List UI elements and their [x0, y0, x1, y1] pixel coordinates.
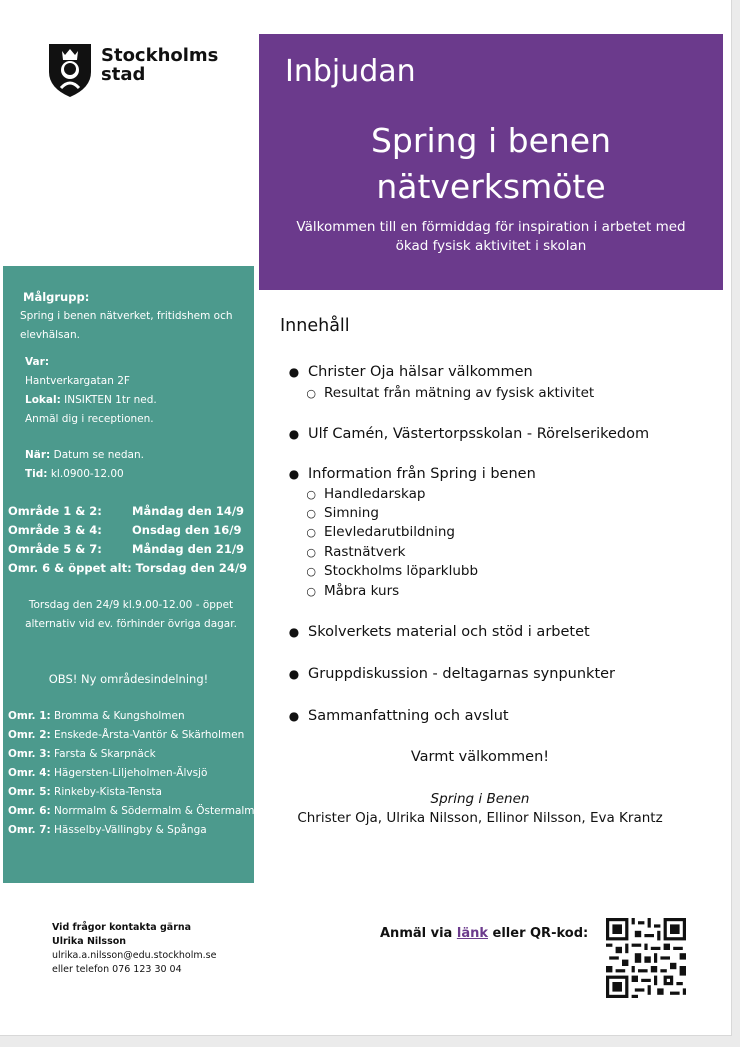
bullet-icon: ● [288, 365, 300, 379]
area-item: Omr. 2: Enskede-Årsta-Vantör & Skärholmen [8, 729, 245, 741]
location-label: Var: [25, 356, 50, 368]
target-group-text: Spring i benen nätverket, fritidshem och elevhälsan. [20, 310, 233, 341]
agenda-subitem: ○ Rastnätverk [280, 544, 405, 560]
city-crest-icon [47, 42, 93, 98]
time-line: Tid: kl.0900-12.00 [25, 468, 124, 480]
qr-code[interactable] [606, 918, 686, 998]
kicker: Inbjudan [285, 54, 416, 89]
event-title [259, 118, 723, 210]
target-group-label: Målgrupp: [23, 290, 90, 304]
area-item: Omr. 6: Norrmalm & Södermalm & Östermalm [8, 805, 255, 817]
circle-bullet-icon: ○ [306, 546, 316, 559]
header-subtitle: Välkommen till en förmiddag för inspiration i arbetet med ökad fysisk aktivitet i skolan [296, 219, 686, 254]
agenda-heading: Innehåll [280, 316, 350, 336]
org-line1: Stockholms [101, 45, 219, 66]
target-group [20, 288, 253, 345]
location-block [25, 353, 157, 429]
area-list [8, 707, 255, 840]
room-line: Lokal: INSIKTEN 1tr ned. [25, 394, 157, 406]
contact-phone: eller telefon 076 123 30 04 [52, 964, 182, 975]
title-line2: nätverksmöte [376, 167, 606, 206]
contact-name: Ulrika Nilsson [52, 936, 127, 947]
bullet-icon: ● [288, 467, 300, 481]
circle-bullet-icon: ○ [306, 565, 316, 578]
area-item: Omr. 7: Hässelby-Vällingby & Spånga [8, 824, 207, 836]
circle-bullet-icon: ○ [306, 585, 316, 598]
area-item: Omr. 4: Hägersten-Liljeholmen-Älvsjö [8, 767, 208, 779]
schedule-row: Område 3 & 4: Onsdag den 16/9 [8, 523, 242, 537]
contact-email[interactable]: ulrika.a.nilsson@edu.stockholm.se [52, 950, 217, 961]
contact-info [52, 921, 216, 977]
title-line1: Spring i benen [370, 121, 612, 160]
schedule-list [8, 502, 247, 578]
agenda-subitem: ○ Elevledarutbildning [280, 524, 455, 540]
schedule-row: Område 5 & 7: Måndag den 21/9 [8, 542, 245, 556]
agenda-item: ● Sammanfattning och avslut [280, 708, 509, 724]
welcome-text: Varmt välkommen! [410, 749, 550, 765]
agenda-subitem: ○ Stockholms löparklubb [280, 563, 478, 579]
bullet-icon: ● [288, 667, 300, 681]
info-sidebar [3, 266, 254, 883]
org-name [101, 46, 218, 84]
circle-bullet-icon: ○ [306, 526, 316, 539]
register-link[interactable]: länk [456, 926, 488, 941]
agenda-subitem: ○ Handledarskap [280, 486, 425, 502]
circle-bullet-icon: ○ [306, 507, 316, 520]
agenda-subitem: ○ Resultat från mätning av fysisk aktivitet [280, 385, 594, 401]
circle-bullet-icon: ○ [306, 488, 316, 501]
schedule-row: Omr. 6 & öppet alt: Torsdag den 24/9 [8, 561, 248, 575]
agenda-item: ● Christer Oja hälsar välkommen [280, 364, 533, 380]
register-line: Anmäl via länk eller QR-kod: [380, 926, 589, 941]
agenda-item: ● Gruppdiskussion - deltagarnas synpunkter [280, 666, 615, 682]
signature-group: Spring i Benen [430, 791, 530, 807]
stockholms-stad-logo [47, 42, 217, 100]
circle-bullet-icon: ○ [306, 387, 316, 400]
agenda-item: ● Ulf Camén, Västertorpsskolan - Rörelserikedom [280, 426, 649, 442]
bullet-icon: ● [288, 625, 300, 639]
agenda-subitem: ○ Måbra kurs [280, 583, 399, 599]
agenda-subitem: ○ Simning [280, 505, 379, 521]
obs-notice: OBS! Ny områdesindelning! [48, 672, 209, 686]
reception-note: Anmäl dig i receptionen. [25, 413, 154, 425]
contact-title: Vid frågor kontakta gärna [52, 922, 192, 933]
date-line: När: Datum se nedan. [25, 449, 144, 461]
bullet-icon: ● [288, 427, 300, 441]
signature-names: Christer Oja, Ulrika Nilsson, Ellinor Nilsson, Eva Krantz [297, 810, 663, 826]
area-item: Omr. 3: Farsta & Skarpnäck [8, 748, 156, 760]
area-item: Omr. 5: Rinkeby-Kista-Tensta [8, 786, 162, 798]
area-item: Omr. 1: Bromma & Kungsholmen [8, 710, 185, 722]
org-line2: stad [101, 64, 146, 85]
time-block [25, 446, 144, 484]
header-banner [259, 34, 723, 290]
bullet-icon: ● [288, 709, 300, 723]
schedule-row: Område 1 & 2: Måndag den 14/9 [8, 504, 245, 518]
open-alternative-note: Torsdag den 24/9 kl.9.00-12.00 - öppet alternativ vid ev. förhinder övriga dagar. [25, 599, 237, 630]
agenda-item: ● Information från Spring i benen [280, 466, 536, 482]
agenda-item: ● Skolverkets material och stöd i arbetet [280, 624, 590, 640]
address: Hantverkargatan 2F [25, 375, 130, 387]
